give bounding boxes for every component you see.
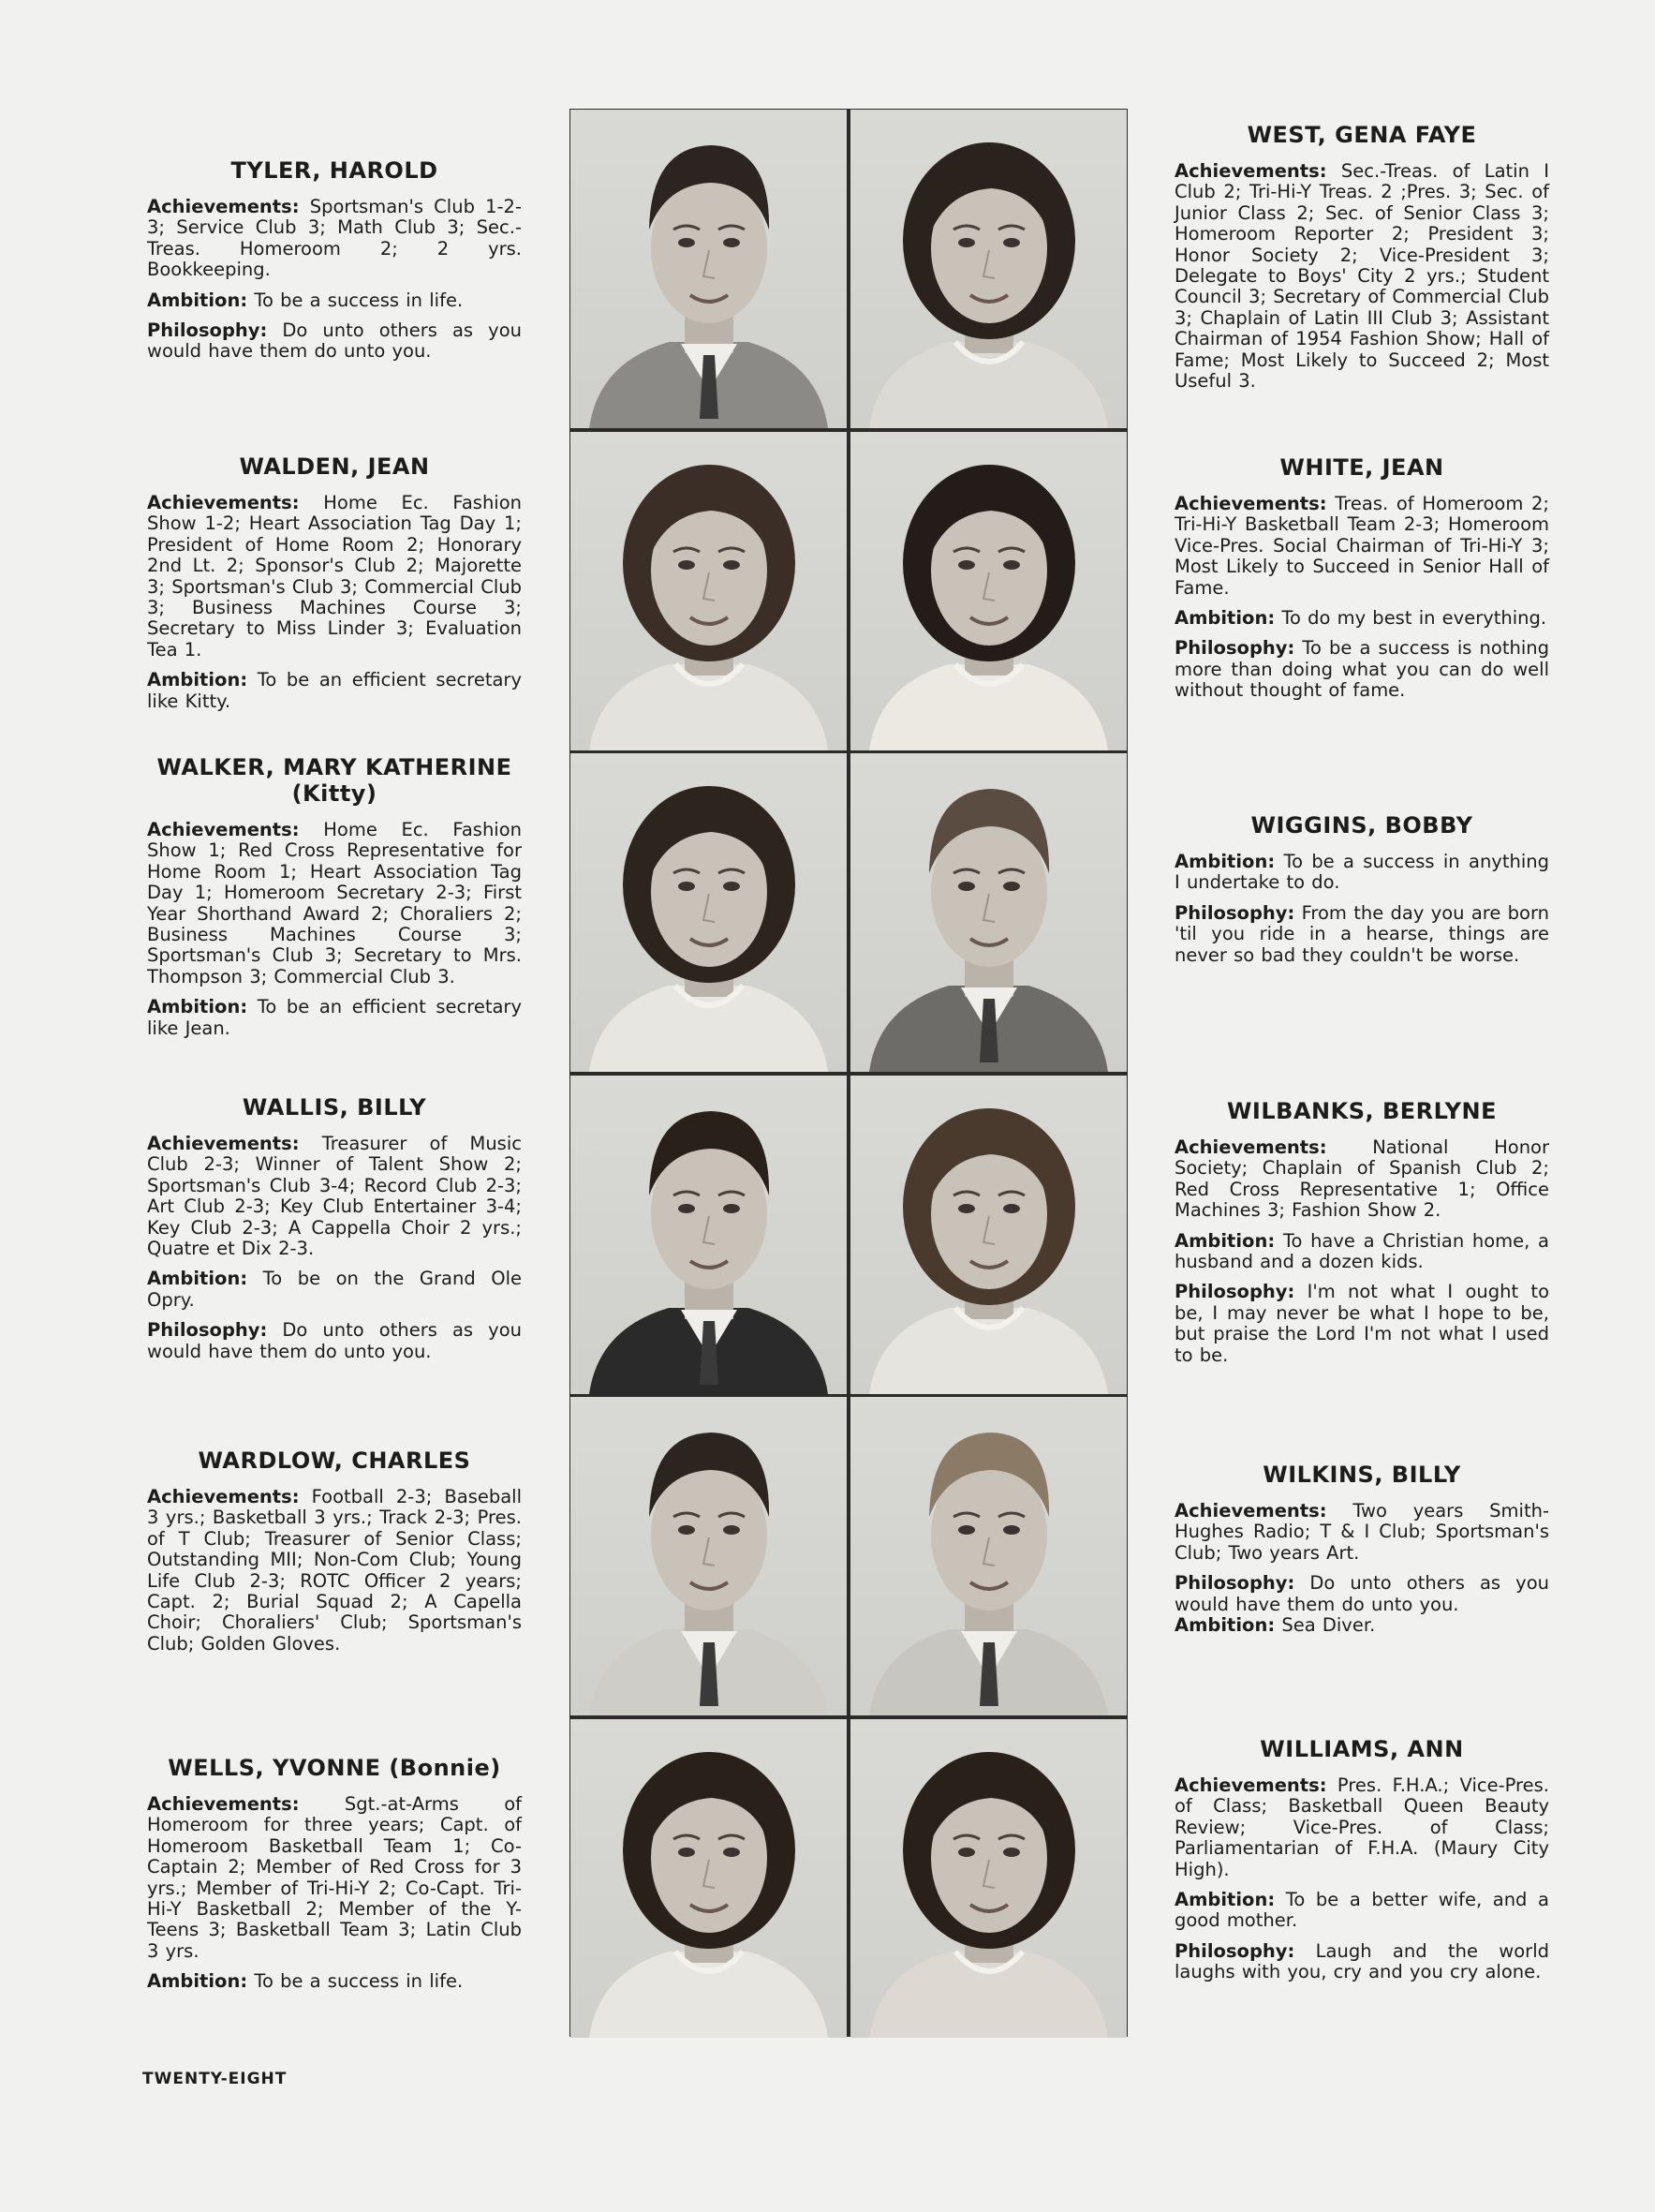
page-number: TWENTY-EIGHT [142, 2070, 288, 2088]
achievements: Achievements: Sgt.-at-Arms of Homeroom for three years; Capt. of Homeroom Basketball Team 1; Co-Captain 2; Member of Red Cross for 3 yrs.; Member of Tri-Hi-Y 2; Co-Capt. Tri-Hi-Y Basketball 2; Member of the Y-Teens 3; Basketball Team 3; Latin Club 3 yrs. [147, 1793, 522, 1962]
achievements: Achievements: Football 2-3; Baseball 3 yrs.; Basketball 3 yrs.; Track 2-3; Pres. of T Club; Treasurer of Senior Class; Outstanding MII; Non-Com Club; Young Life Club 2-3; ROTC Officer 2 years; Capt. 2; Burial Squad 2; A Capella Choir; Choraliers' Club; Sportsman's Club; Golden Gloves. [147, 1486, 523, 1655]
entry-walker-mary-katherine [147, 754, 522, 1048]
philosophy: Philosophy: I'm not what I ought to be, I may never be what I hope to be, but praise the Lord I'm not what I used to be. [1175, 1281, 1549, 1366]
student-portrait [850, 110, 1127, 428]
ambition: Ambition: To be a success in life. [147, 1970, 464, 1993]
achievements: Achievements: Treas. of Homeroom 2; Tri-Hi-Y Basketball Team 2-3; Homeroom Vice-Pres. Social Chairman of Tri-Hi-Y 3; Most Likely to Succeed in Senior Hall of Fame. [1175, 493, 1550, 599]
student-portrait [570, 432, 847, 750]
achievements: Achievements: National Honor Society; Chaplain of Spanish Club 2; Red Cross Representative 1; Office Machines 3; Fashion Show 2. [1175, 1136, 1550, 1222]
student-name: WIGGINS, BOBBY [1250, 812, 1473, 839]
entry-wilbanks-berlyne [1175, 1098, 1549, 1375]
ambition: Ambition: To be an efficient secretary like Jean. [147, 996, 522, 1039]
achievements: Achievements: Sec.-Treas. of Latin I Club 2; Tri-Hi-Y Treas. 2 ;Pres. 3; Sec. of Junior Class 2; Sec. of Senior Class 3; Homeroom Reporter 2; President 3; Honor Society 2; Vice-President 3; Delegate to Boys' City 2 yrs.; Student Council 3; Secretary of Commercial Club 3; Chaplain of Latin III Club 3; Assistant Chairman of 1954 Fashion Show; Hall of Fame; Most Likely to Succeed 2; Most Useful 3. [1175, 160, 1549, 393]
entry-wiggins-bobby [1175, 812, 1549, 975]
entry-wells-yvonne [147, 1755, 522, 2002]
student-portrait [850, 753, 1127, 1072]
student-nickname: (Kitty) [291, 780, 377, 807]
ambition: Ambition: To be on the Grand Ole Opry. [147, 1268, 522, 1311]
philosophy: Philosophy: Do unto others as you would have them do unto you. [147, 319, 522, 363]
student-portrait [850, 432, 1127, 750]
achievements: Achievements: Two years Smith-Hughes Radio; T & I Club; Sportsman's Club; Two years Art. [1175, 1500, 1549, 1564]
student-name: WILKINS, BILLY [1263, 1462, 1461, 1488]
philosophy: Philosophy: Laugh and the world laughs with you, cry and you cry alone. [1175, 1939, 1549, 1983]
achievements: Achievements: Home Ec. Fashion Show 1; Red Cross Representative for Home Room 1; Heart Association Tag Day 1; Homeroom Secretary 2-3; First Year Shorthand Award 2; Choraliers 2; Business Machines Course 3; Sportsman's Club 3; Secretary to Mrs. Thompson 3; Commercial Club 3. [147, 819, 523, 987]
ambition: Ambition: To be a success in life. [147, 289, 464, 311]
philosophy: Philosophy: From the day you are born 'til you ride in a hearse, things are never so bad they couldn't be worse. [1175, 901, 1549, 966]
student-portrait [850, 1719, 1127, 2038]
philosophy: Philosophy: Do unto others as you would have them do unto you. [1175, 1572, 1549, 1615]
student-portrait [570, 1397, 847, 1715]
ambition: Ambition: To be a better wife, and a good mother. [1175, 1889, 1549, 1932]
student-name: WHITE, JEAN [1279, 454, 1444, 481]
student-name: WELLS, YVONNE (Bonnie) [168, 1755, 501, 1781]
student-name: TYLER, HAROLD [230, 157, 438, 184]
student-name: WALDEN, JEAN [239, 453, 430, 480]
student-portrait [570, 753, 847, 1072]
ambition: Ambition: To be an efficient secretary like Kitty. [147, 669, 522, 712]
student-name: WILLIAMS, ANN [1260, 1736, 1464, 1762]
achievements: Achievements: Home Ec. Fashion Show 1-2; Heart Association Tag Day 1; President of Home Room 2; Honorary 2nd Lt. 2; Sponsor's Club 2; Majorette 3; Sportsman's Club 3; Commercial Club 3; Business Machines Course 3; Secretary to Miss Linder 3; Evaluation Tea 1. [147, 492, 523, 661]
entry-tyler-harold [147, 157, 522, 372]
philosophy: Philosophy: To be a success is nothing more than doing what you can do well without thought of fame. [1175, 637, 1549, 702]
achievements: Achievements: Treasurer of Music Club 2-3; Winner of Talent Show 2; Sportsman's Club 3-4; Record Club 2-3; Art Club 2-3; Key Club Entertainer 3-4; Key Club 2-3; A Cappella Choir 2 yrs.; Quatre et Dix 2-3. [147, 1133, 522, 1260]
entry-white-jean [1175, 454, 1549, 711]
achievements: Achievements: Sportsman's Club 1-2-3; Service Club 3; Math Club 3; Sec.-Treas. Homeroom 2; 2 yrs. Bookkeeping. [147, 196, 522, 281]
achievements: Achievements: Pres. F.H.A.; Vice-Pres. of Class; Basketball Queen Beauty Review; Vice-Pres. of Class; Parliamentarian of F.H.A. (Maury City High). [1175, 1774, 1549, 1880]
portrait-grid [569, 109, 1128, 2037]
entry-west-gena-faye [1175, 122, 1549, 401]
student-portrait [570, 1076, 847, 1394]
student-portrait [850, 1076, 1127, 1394]
student-name: WALLIS, BILLY [242, 1094, 427, 1121]
student-name: WILBANKS, BERLYNE [1226, 1098, 1498, 1124]
student-name: WALKER, MARY KATHERINE (Kitty) [147, 754, 522, 807]
entry-wilkins-billy [1175, 1462, 1549, 1645]
ambition: Ambition: To be a success in anything I undertake to do. [1175, 851, 1549, 894]
entry-wardlow-charles [147, 1447, 522, 1664]
ambition: Ambition: Sea Diver. [1175, 1614, 1376, 1637]
student-portrait [570, 1719, 847, 2038]
philosophy: Philosophy: Do unto others as you would have them do unto you. [147, 1319, 522, 1362]
entry-walden-jean [147, 453, 522, 721]
student-name: WEST, GENA FAYE [1247, 122, 1477, 148]
entry-wallis-billy [147, 1094, 522, 1372]
student-name: WARDLOW, CHARLES [198, 1447, 471, 1474]
entry-williams-ann [1175, 1736, 1549, 1993]
ambition: Ambition: To have a Christian home, a husband and a dozen kids. [1175, 1229, 1550, 1273]
student-portrait [850, 1397, 1127, 1715]
student-portrait [570, 110, 847, 428]
ambition: Ambition: To do my best in everything. [1175, 607, 1547, 630]
